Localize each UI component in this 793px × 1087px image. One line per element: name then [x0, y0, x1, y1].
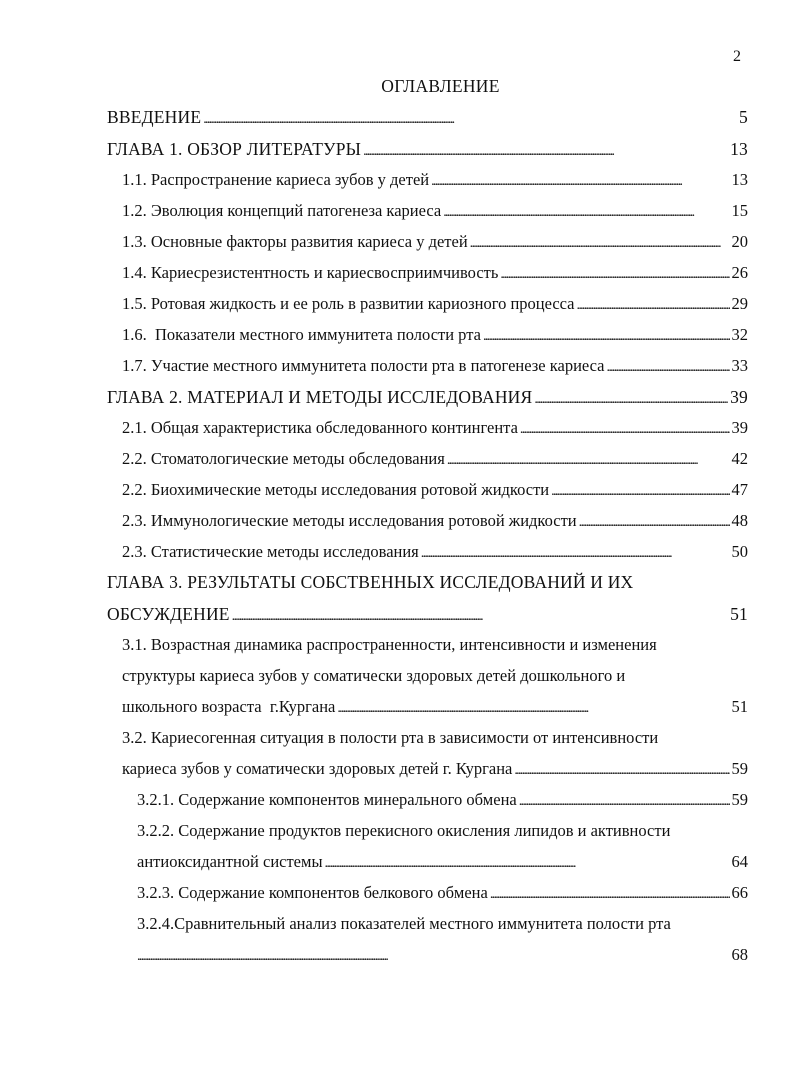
toc-entry-3-2-3[interactable] — [137, 883, 748, 903]
toc-entry-text: школьного возраста г.Кургана — [122, 697, 336, 716]
toc-entry-text: 3.2.3. Содержание компонентов белкового обмена — [137, 883, 488, 902]
dot-leader — [431, 170, 729, 190]
toc-entry-text: 1.6. Показатели местного иммунитета полости рта — [122, 325, 481, 344]
toc-entry-page: 20 — [731, 232, 748, 251]
toc-entry-2-2b[interactable] — [122, 480, 748, 500]
toc-entry-text: ОБСУЖДЕНИЕ — [107, 604, 230, 624]
toc-entry-page: 39 — [731, 418, 748, 437]
toc-entry-page: 59 — [731, 790, 748, 809]
toc-entry-page: 33 — [731, 356, 748, 375]
toc-entry-page: 5 — [739, 107, 748, 127]
toc-entry-1-7[interactable] — [122, 356, 748, 376]
toc-entry-text: 1.7. Участие местного иммунитета полости рта в патогенезе кариеса — [122, 356, 605, 375]
toc-entry-page: 48 — [731, 511, 748, 530]
toc-entry-text: 1.2. Эволюция концепций патогенеза кариеса — [122, 201, 442, 220]
toc-entry-page: 13 — [731, 170, 748, 189]
toc-entry-3-2-1[interactable] — [137, 790, 748, 810]
dot-leader — [443, 201, 729, 221]
page-number: 2 — [733, 48, 741, 65]
toc-entry-page: 50 — [731, 542, 748, 561]
toc-entry-text: 2.3. Статистические методы исследования — [122, 542, 419, 561]
toc-entry-page: 39 — [730, 387, 748, 407]
dot-leader — [519, 790, 730, 810]
toc-entry-intro[interactable] — [107, 107, 748, 128]
toc-entry-page: 29 — [731, 294, 748, 313]
toc-entry-1-5[interactable] — [122, 294, 748, 314]
dot-leader — [514, 759, 729, 779]
toc-entry-text: 2.2. Биохимические методы исследования ротовой жидкости — [122, 480, 550, 499]
toc-entry-1-6[interactable] — [122, 325, 748, 345]
toc-entry-3-1-line-2[interactable]: структуры кариеса зубов у соматически здоровых детей дошкольного и — [122, 666, 626, 685]
toc-entry-chapter-3[interactable] — [107, 604, 748, 625]
toc-entry-1-4[interactable] — [122, 263, 748, 283]
toc-entry-text: 1.5. Ротовая жидкость и ее роль в развитии кариозного процесса — [122, 294, 575, 313]
toc-entry-3-2-2-line-1[interactable]: 3.2.2. Содержание продуктов перекисного окисления липидов и активности — [137, 821, 671, 840]
dot-leader — [447, 449, 730, 469]
toc-entry-page: 68 — [731, 945, 748, 964]
toc-entry-3-2-4[interactable] — [137, 945, 748, 965]
toc-entry-3-1[interactable] — [122, 697, 748, 717]
toc-entry-text: 1.3. Основные факторы развития кариеса у детей — [122, 232, 468, 251]
dot-leader — [483, 325, 730, 345]
toc-title-text: ОГЛАВЛЕНИЕ — [381, 76, 500, 96]
toc-entry-text: 1.1. Распространение кариеса зубов у детей — [122, 170, 430, 189]
toc-entry-text: 2.2. Стоматологические методы обследования — [122, 449, 445, 468]
toc-entry-chapter-2[interactable] — [107, 387, 748, 408]
toc-entry-text: ГЛАВА 2. МАТЕРИАЛ И МЕТОДЫ ИССЛЕДОВАНИЯ — [107, 387, 533, 407]
toc-entry-2-3[interactable] — [122, 511, 748, 531]
dot-leader — [470, 232, 730, 252]
toc-entry-page: 32 — [731, 325, 748, 344]
toc-entry-text: ГЛАВА 1. ОБЗОР ЛИТЕРАТУРЫ — [107, 139, 362, 159]
toc-entry-3-2-2[interactable] — [137, 852, 748, 872]
dot-leader — [520, 418, 730, 438]
toc-entry-2-1[interactable] — [122, 418, 748, 438]
toc-entry-3-2-line-1[interactable]: 3.2. Кариесогенная ситуация в полости рта в зависимости от интенсивности — [122, 728, 659, 747]
toc-entry-text: 3.2.1. Содержание компонентов минерального обмена — [137, 790, 517, 809]
toc-entry-1-1[interactable] — [122, 170, 748, 190]
toc-entry-2-2[interactable] — [122, 449, 748, 469]
toc-entry-1-3[interactable] — [122, 232, 748, 252]
toc-entry-text: антиоксидантной системы — [137, 852, 323, 871]
toc-entry-page: 15 — [731, 201, 748, 220]
toc-entry-page: 42 — [731, 449, 748, 468]
toc-entry-page: 64 — [731, 852, 748, 871]
dot-leader — [137, 945, 730, 965]
toc-entry-page: 66 — [731, 883, 748, 902]
dot-leader — [232, 604, 728, 625]
toc-entry-page: 51 — [731, 697, 748, 716]
toc-title — [0, 76, 793, 97]
toc-entry-3-1-line-1[interactable]: 3.1. Возрастная динамика распространенности, интенсивности и изменения — [122, 635, 657, 654]
dot-leader — [421, 542, 730, 562]
dot-leader — [500, 263, 729, 283]
dot-leader — [337, 697, 729, 717]
dot-leader — [551, 480, 729, 500]
dot-leader — [577, 294, 730, 314]
toc-entry-page: 51 — [730, 604, 748, 624]
toc-entry-chapter-1[interactable] — [107, 139, 748, 160]
toc-entry-page: 47 — [731, 480, 748, 499]
toc-entry-chapter-3-line-1[interactable]: ГЛАВА 3. РЕЗУЛЬТАТЫ СОБСТВЕННЫХ ИССЛЕДОВАНИЙ И ИХ — [107, 572, 634, 592]
toc-entry-3-2-4-line-1[interactable]: 3.2.4.Сравнительный анализ показателей местного иммунитета полости рта — [137, 914, 671, 933]
toc-entry-3-2[interactable] — [122, 759, 748, 779]
toc-entry-text: 2.3. Иммунологические методы исследования ротовой жидкости — [122, 511, 577, 530]
dot-leader — [490, 883, 730, 903]
toc-entry-text: 2.1. Общая характеристика обследованного контингента — [122, 418, 518, 437]
toc-entry-text: 1.4. Кариесрезистентность и кариесвосприимчивость — [122, 263, 499, 282]
dot-leader — [579, 511, 730, 531]
dot-leader — [363, 139, 728, 160]
toc-entry-text: ВВЕДЕНИЕ — [107, 107, 202, 127]
toc-entry-page: 26 — [731, 263, 748, 282]
toc-entry-2-3b[interactable] — [122, 542, 748, 562]
toc-entry-page: 59 — [731, 759, 748, 778]
toc-entry-text: кариеса зубов у соматически здоровых детей г. Кургана — [122, 759, 513, 778]
dot-leader — [534, 387, 728, 408]
dot-leader — [325, 852, 730, 872]
toc-entry-1-2[interactable] — [122, 201, 748, 221]
dot-leader — [203, 107, 737, 128]
toc-entry-page: 13 — [730, 139, 748, 159]
dot-leader — [607, 356, 730, 376]
